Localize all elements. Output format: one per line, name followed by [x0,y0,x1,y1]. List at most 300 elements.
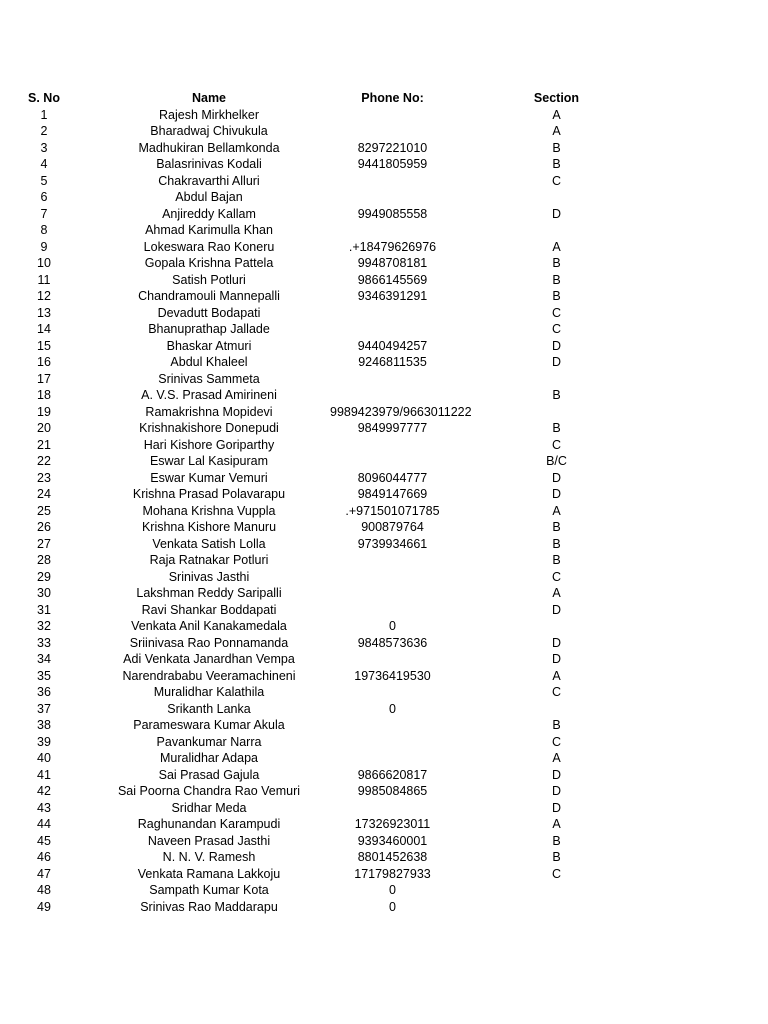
empty-cell [658,849,768,866]
empty-cell [658,701,768,718]
sno-cell: 41 [37,767,51,782]
table-row [0,651,768,668]
empty-cell [658,288,768,305]
empty-cell [658,602,768,619]
phone-cell [330,123,455,140]
section-cell: D [551,355,562,369]
phone-cell [330,734,455,751]
name-cell: Ravi Shankar Boddapati [141,602,277,617]
name-cell: Srikanth Lanka [167,701,251,716]
table-row [0,288,768,305]
phone-cell: 8297221010 [357,140,428,155]
table-row [0,734,768,751]
name-cell: Eswar Kumar Vemuri [150,470,268,485]
name-cell: Srinivas Jasthi [168,569,250,584]
empty-cell [658,107,768,124]
table-row [0,569,768,586]
section-cell [455,899,658,916]
table-row [0,783,768,800]
sno-cell: 29 [37,569,51,584]
header-section: Section [533,91,580,105]
empty-cell [658,420,768,437]
name-cell: Krishnakishore Donepudi [139,421,279,435]
phone-cell [330,189,455,206]
section-cell: B [552,833,561,848]
section-cell: B [552,553,561,567]
header-row [0,90,768,107]
phone-cell: .+18479626976 [348,239,437,254]
name-cell: Madhukiran Bellamkonda [138,140,280,155]
name-cell: Anjireddy Kallam [162,206,256,221]
phone-cell [330,387,455,404]
section-cell: B [552,157,561,171]
name-cell: Bhaskar Atmuri [166,338,252,353]
table-row [0,899,768,916]
table-row [0,470,768,487]
phone-cell: 19736419530 [354,668,431,683]
empty-cell [658,470,768,487]
sno-cell: 10 [37,256,51,270]
table-row [0,437,768,454]
empty-cell [658,453,768,470]
sno-cell: 21 [37,437,51,452]
empty-cell [658,552,768,569]
empty-cell [658,585,768,602]
phone-cell: 9849997777 [357,421,428,435]
sno-cell: 44 [37,817,51,831]
name-cell: Abdul Khaleel [170,355,248,369]
phone-cell [330,437,455,454]
empty-cell [658,305,768,322]
table-row [0,717,768,734]
empty-cell [658,239,768,256]
table-row [0,602,768,619]
empty-cell [658,173,768,190]
table-body [0,107,768,916]
table-row [0,272,768,289]
sno-cell: 16 [37,355,51,369]
phone-cell: 9246811535 [358,355,427,369]
section-cell: C [551,437,562,452]
section-cell: B [552,536,561,551]
member-table [0,90,768,915]
name-cell: Pavankumar Narra [156,734,262,749]
name-cell: Sriinivasa Rao Ponnamanda [129,635,289,650]
section-cell: A [552,239,561,254]
name-cell: Venkata Ramana Lakkoju [137,866,281,881]
table-row [0,833,768,850]
phone-cell: 9949085558 [357,206,428,221]
name-cell: Sai Prasad Gajula [158,767,260,782]
empty-cell [658,882,768,899]
phone-cell: 9866145569 [357,272,428,287]
sno-cell: 39 [37,734,51,749]
section-cell: C [551,305,562,320]
sno-cell: 3 [40,140,48,155]
phone-cell: 8096044777 [357,470,428,485]
phone-cell [330,651,455,668]
phone-cell: 9985084865 [357,784,428,798]
table-row [0,849,768,866]
section-cell: A [552,124,561,138]
section-cell: D [551,784,562,798]
sno-cell: 38 [37,718,51,732]
header-sno: S. No [28,91,60,105]
header-phone: Phone No: [361,91,424,105]
table-row [0,816,768,833]
phone-cell: 0 [389,899,396,914]
section-cell: B/C [546,454,567,468]
name-cell: Bharadwaj Chivukula [150,124,268,138]
table-row [0,338,768,355]
empty-cell [658,140,768,157]
empty-cell [658,486,768,503]
section-cell [455,882,658,899]
empty-cell [658,866,768,883]
section-cell: B [552,421,561,435]
phone-cell [330,585,455,602]
name-cell: Devadutt Bodapati [157,305,261,320]
section-cell: B [552,520,561,534]
name-cell: A. V.S. Prasad Amirineni [141,388,277,402]
table-row [0,701,768,718]
name-cell: Parameswara Kumar Akula [133,718,285,732]
section-cell: A [552,107,561,122]
name-cell: Srinivas Sammeta [158,371,260,386]
sno-cell: 35 [37,668,51,683]
name-cell: Chandramouli Mannepalli [138,289,280,303]
sno-cell: 24 [37,487,51,501]
sno-cell: 23 [37,470,51,485]
section-cell: D [551,652,562,666]
sno-cell: 40 [37,751,51,765]
empty-cell [658,816,768,833]
section-cell: A [552,586,561,600]
sno-cell: 1 [40,107,48,122]
phone-cell: 9739934661 [357,536,428,551]
sno-cell: 12 [37,289,51,303]
sno-cell: 33 [37,635,51,650]
phone-cell [330,552,455,569]
name-cell: Narendrababu Veeramachineni [122,668,296,683]
section-cell: D [551,767,562,782]
name-cell: Eswar Lal Kasipuram [149,454,269,468]
empty-cell [658,255,768,272]
phone-cell: 0 [389,619,396,633]
name-cell: Abdul Bajan [175,190,243,204]
phone-cell: 17179827933 [354,866,431,881]
phone-cell [330,684,455,701]
empty-cell [658,668,768,685]
table-row [0,684,768,701]
sno-cell: 17 [37,371,51,386]
section-cell [455,189,658,206]
name-cell: Venkata Satish Lolla [152,536,266,551]
sno-cell: 48 [37,883,51,897]
sno-cell: 2 [40,124,48,138]
phone-cell: 9441805959 [357,157,428,171]
empty-cell [658,189,768,206]
table-row [0,767,768,784]
contact-sheet [0,90,768,915]
phone-cell: 9346391291 [357,289,428,303]
name-cell: Sridhar Meda [171,800,247,815]
section-cell: D [551,206,562,221]
phone-cell: 0 [389,701,396,716]
empty-cell [658,635,768,652]
phone-cell [330,173,455,190]
phone-cell: 17326923011 [354,817,431,831]
sno-cell: 34 [37,652,51,666]
sno-cell: 15 [37,338,51,353]
table-row [0,536,768,553]
empty-cell [658,503,768,520]
sno-cell: 27 [37,536,51,551]
table-row [0,387,768,404]
sno-cell: 9 [40,239,48,254]
table-row [0,552,768,569]
name-cell: Naveen Prasad Jasthi [147,833,271,848]
sno-cell: 32 [37,619,51,633]
section-cell: B [552,289,561,303]
empty-cell [658,387,768,404]
empty-cell [658,684,768,701]
section-cell: D [551,602,562,617]
table-row [0,206,768,223]
empty-cell [658,767,768,784]
phone-cell [330,321,455,338]
sno-cell: 4 [40,157,48,171]
empty-cell [658,206,768,223]
table-row [0,321,768,338]
table-row [0,222,768,239]
name-cell: Muralidhar Adapa [160,751,258,765]
empty-cell [658,899,768,916]
table-row [0,750,768,767]
table-row [0,189,768,206]
empty-cell [658,734,768,751]
sno-cell: 36 [37,685,51,699]
section-cell [455,222,658,239]
empty-cell [658,783,768,800]
phone-cell: 9948708181 [357,256,428,270]
empty-cell [658,750,768,767]
sno-cell: 8 [40,223,48,237]
section-cell: C [551,866,562,881]
section-cell: A [552,817,561,831]
empty-cell [658,338,768,355]
section-cell: D [551,470,562,485]
phone-cell [330,305,455,322]
empty-cell [658,437,768,454]
section-cell [455,701,658,718]
empty-cell [658,651,768,668]
empty-cell [658,321,768,338]
table-row [0,354,768,371]
name-cell: Raghunandan Karampudi [137,817,281,831]
phone-cell: 8801452638 [357,850,428,864]
section-cell: D [551,487,562,501]
phone-cell [330,107,455,124]
phone-cell: 9849147669 [357,487,428,501]
table-row [0,585,768,602]
table-row [0,156,768,173]
sno-cell: 47 [37,866,51,881]
empty-cell [658,519,768,536]
name-cell: Krishna Kishore Manuru [141,520,277,534]
phone-cell: .+971501071785 [345,503,440,518]
sno-cell: 18 [37,388,51,402]
phone-cell [330,750,455,767]
phone-cell: 9848573636 [357,635,428,650]
phone-cell [330,717,455,734]
sno-cell: 49 [37,899,51,914]
sno-cell: 43 [37,800,51,815]
phone-cell [330,569,455,586]
section-cell: A [552,668,561,683]
sno-cell: 28 [37,553,51,567]
empty-cell [658,222,768,239]
phone-cell [330,222,455,239]
table-row [0,404,768,421]
empty-cell [658,123,768,140]
empty-cell [658,569,768,586]
name-cell: N. N. V. Ramesh [162,850,256,864]
name-cell: Gopala Krishna Pattela [144,256,274,270]
phone-cell [330,453,455,470]
empty-cell [658,404,768,421]
table-row [0,420,768,437]
section-cell [455,404,658,421]
sno-cell: 19 [37,404,51,419]
sno-cell: 11 [37,272,51,287]
table-row [0,305,768,322]
empty-cell [658,536,768,553]
table-row [0,453,768,470]
section-cell: D [551,338,562,353]
table-row [0,255,768,272]
table-row [0,173,768,190]
sno-cell: 20 [37,421,51,435]
name-cell: Bhanuprathap Jallade [148,322,270,336]
phone-cell [330,602,455,619]
section-cell: C [551,685,562,699]
sno-cell: 14 [37,322,51,336]
phone-cell: 900879764 [361,520,424,534]
sno-cell: 46 [37,850,51,864]
table-row [0,107,768,124]
section-cell: A [552,503,561,518]
empty-cell [658,717,768,734]
name-cell: Rajesh Mirkhelker [158,107,260,122]
name-cell: Raja Ratnakar Potluri [149,553,269,567]
sno-cell: 26 [37,520,51,534]
section-cell: B [552,718,561,732]
section-cell: B [552,256,561,270]
name-cell: Ramakrishna Mopidevi [145,404,273,419]
table-row [0,140,768,157]
sno-cell: 7 [40,206,48,221]
name-cell: Balasrinivas Kodali [156,157,262,171]
table-row [0,519,768,536]
table-row [0,635,768,652]
table-row [0,882,768,899]
empty-cell [658,833,768,850]
sno-cell: 6 [40,190,48,204]
table-row [0,618,768,635]
section-cell: D [551,635,562,650]
empty-cell [658,800,768,817]
sno-cell: 31 [37,602,51,617]
table-row [0,800,768,817]
name-cell: Srinivas Rao Maddarapu [140,899,278,914]
name-cell: Sampath Kumar Kota [149,883,269,897]
name-cell: Krishna Prasad Polavarapu [132,487,286,501]
table-row [0,371,768,388]
section-cell: C [551,322,562,336]
section-cell: B [552,140,561,155]
name-cell: Lakshman Reddy Saripalli [136,586,282,600]
phone-cell: 9866620817 [357,767,428,782]
table-row [0,866,768,883]
table-row [0,239,768,256]
name-cell: Mohana Krishna Vuppla [142,503,276,518]
phone-cell: 9440494257 [357,338,428,353]
phone-cell [330,371,455,388]
table-row [0,486,768,503]
name-cell: Lokeswara Rao Koneru [143,239,275,254]
section-cell [455,618,658,635]
sno-cell: 5 [40,173,48,188]
empty-column [658,90,768,107]
empty-cell [658,156,768,173]
phone-cell: 9393460001 [357,833,428,848]
sno-cell: 22 [37,454,51,468]
sno-cell: 37 [37,701,51,716]
name-cell: Chakravarthi Alluri [158,173,260,188]
table-row [0,668,768,685]
name-cell: Adi Venkata Janardhan Vempa [123,652,295,666]
name-cell: Sai Poorna Chandra Rao Vemuri [117,784,301,798]
name-cell: Venkata Anil Kanakamedala [131,619,287,633]
section-cell: C [551,173,562,188]
table-row [0,503,768,520]
phone-cell [330,800,455,817]
sno-cell: 45 [37,833,51,848]
phone-cell: 0 [389,883,396,897]
sno-cell: 25 [37,503,51,518]
empty-cell [658,371,768,388]
section-cell: B [552,272,561,287]
section-cell: D [551,800,562,815]
phone-cell: 9989423979/9663011222 [330,404,472,419]
empty-cell [658,354,768,371]
sno-cell: 42 [37,784,51,798]
section-cell: C [551,569,562,584]
section-cell: C [551,734,562,749]
name-cell: Satish Potluri [172,272,246,287]
name-cell: Ahmad Karimulla Khan [145,223,273,237]
section-cell: B [552,850,561,864]
empty-cell [658,272,768,289]
section-cell [455,371,658,388]
sno-cell: 13 [37,305,51,320]
name-cell: Hari Kishore Goriparthy [143,437,275,452]
sno-cell: 30 [37,586,51,600]
table-row [0,123,768,140]
empty-cell [658,618,768,635]
name-cell: Muralidhar Kalathila [153,685,265,699]
